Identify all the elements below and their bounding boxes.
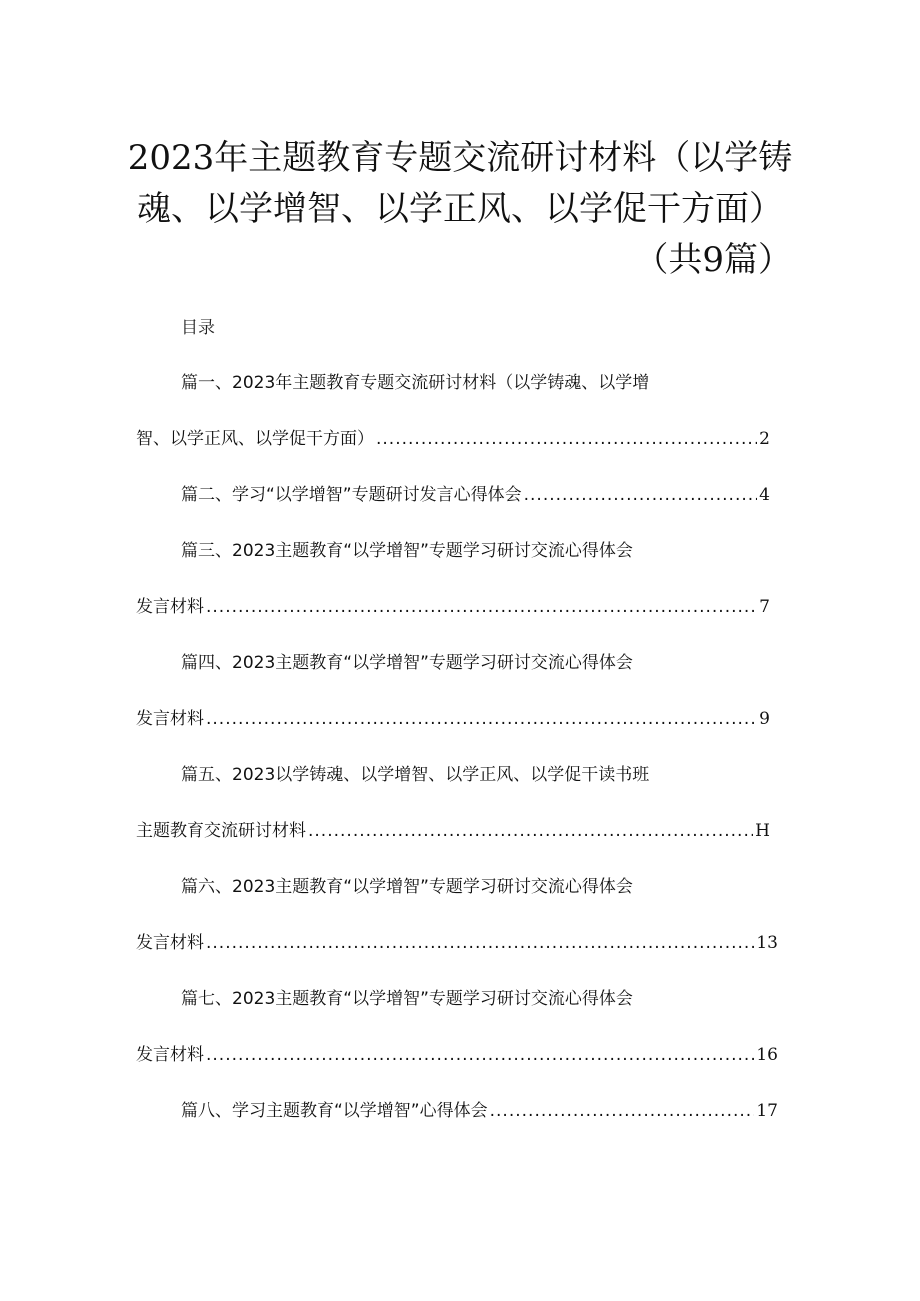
toc-entry-text: 篇二、学习“以学增智”专题研讨发言心得体会 bbox=[181, 485, 522, 505]
toc-entry-6-line-1[interactable] bbox=[181, 872, 633, 902]
toc-entry-text: 篇三、2023主题教育“以学增智”专题学习研讨交流心得体会 bbox=[181, 541, 633, 561]
toc-entry-text: 篇六、2023主题教育“以学增智”专题学习研讨交流心得体会 bbox=[181, 877, 633, 897]
toc-entry-8[interactable] bbox=[181, 1096, 778, 1126]
document-title bbox=[120, 133, 800, 286]
toc-page-number: 13 bbox=[756, 933, 778, 953]
toc-entry-text: 发言材料 bbox=[136, 933, 204, 953]
toc-entry-text: 篇四、2023主题教育“以学增智”专题学习研讨交流心得体会 bbox=[181, 653, 633, 673]
toc-page-number: 16 bbox=[756, 1045, 778, 1065]
toc-entry-text: 篇五、2023以学铸魂、以学增智、以学正风、以学促干读书班 bbox=[181, 765, 650, 785]
toc-page-number: 2 bbox=[759, 429, 770, 449]
toc-entry-1-line-2[interactable] bbox=[136, 424, 770, 454]
toc-page-number: 4 bbox=[759, 485, 770, 505]
toc-entry-1-line-1[interactable] bbox=[181, 368, 649, 398]
toc-page-number: 17 bbox=[756, 1101, 778, 1121]
dot-leader bbox=[206, 592, 757, 622]
dot-leader bbox=[524, 480, 758, 510]
toc-page-number: 9 bbox=[759, 709, 770, 729]
toc-entry-3-line-1[interactable] bbox=[181, 536, 633, 566]
toc-entry-5-line-2[interactable] bbox=[136, 816, 770, 846]
dot-leader bbox=[490, 1096, 755, 1126]
toc-entry-5-line-1[interactable] bbox=[181, 760, 649, 790]
title-line-2: 魂、以学增智、以学正风、以学促干方面） bbox=[137, 189, 783, 229]
toc-entry-text: 智、以学正风、以学促干方面） bbox=[136, 429, 374, 449]
toc-entry-text: 篇八、学习主题教育“以学增智”心得体会 bbox=[181, 1101, 488, 1121]
dot-leader bbox=[206, 928, 754, 958]
toc-entry-2[interactable] bbox=[181, 480, 770, 510]
toc-entry-text: 主题教育交流研讨材料 bbox=[136, 821, 306, 841]
toc-entry-text: 发言材料 bbox=[136, 597, 204, 617]
toc-entry-6-line-2[interactable] bbox=[136, 928, 778, 958]
toc-entry-7-line-1[interactable] bbox=[181, 984, 633, 1014]
toc-entry-3-line-2[interactable] bbox=[136, 592, 770, 622]
toc-entry-text: 篇一、2023年主题教育专题交流研讨材料（以学铸魂、以学增 bbox=[181, 373, 650, 393]
toc-entry-7-line-2[interactable] bbox=[136, 1040, 778, 1070]
toc-entry-text: 发言材料 bbox=[136, 1045, 204, 1065]
dot-leader bbox=[206, 1040, 754, 1070]
dot-leader bbox=[308, 816, 753, 846]
toc-page-number: H bbox=[755, 821, 770, 841]
toc-heading: 目录 bbox=[181, 318, 215, 338]
toc-entry-text: 发言材料 bbox=[136, 709, 204, 729]
title-line-1: 2023年主题教育专题交流研讨材料（以学铸 bbox=[127, 138, 793, 178]
toc-entry-text: 篇七、2023主题教育“以学增智”专题学习研讨交流心得体会 bbox=[181, 989, 633, 1009]
toc-entry-4-line-2[interactable] bbox=[136, 704, 770, 734]
toc-entry-4-line-1[interactable] bbox=[181, 648, 633, 678]
dot-leader bbox=[206, 704, 757, 734]
dot-leader bbox=[376, 424, 757, 454]
toc-page-number: 7 bbox=[759, 597, 770, 617]
title-line-3: （共9篇） bbox=[634, 240, 792, 280]
